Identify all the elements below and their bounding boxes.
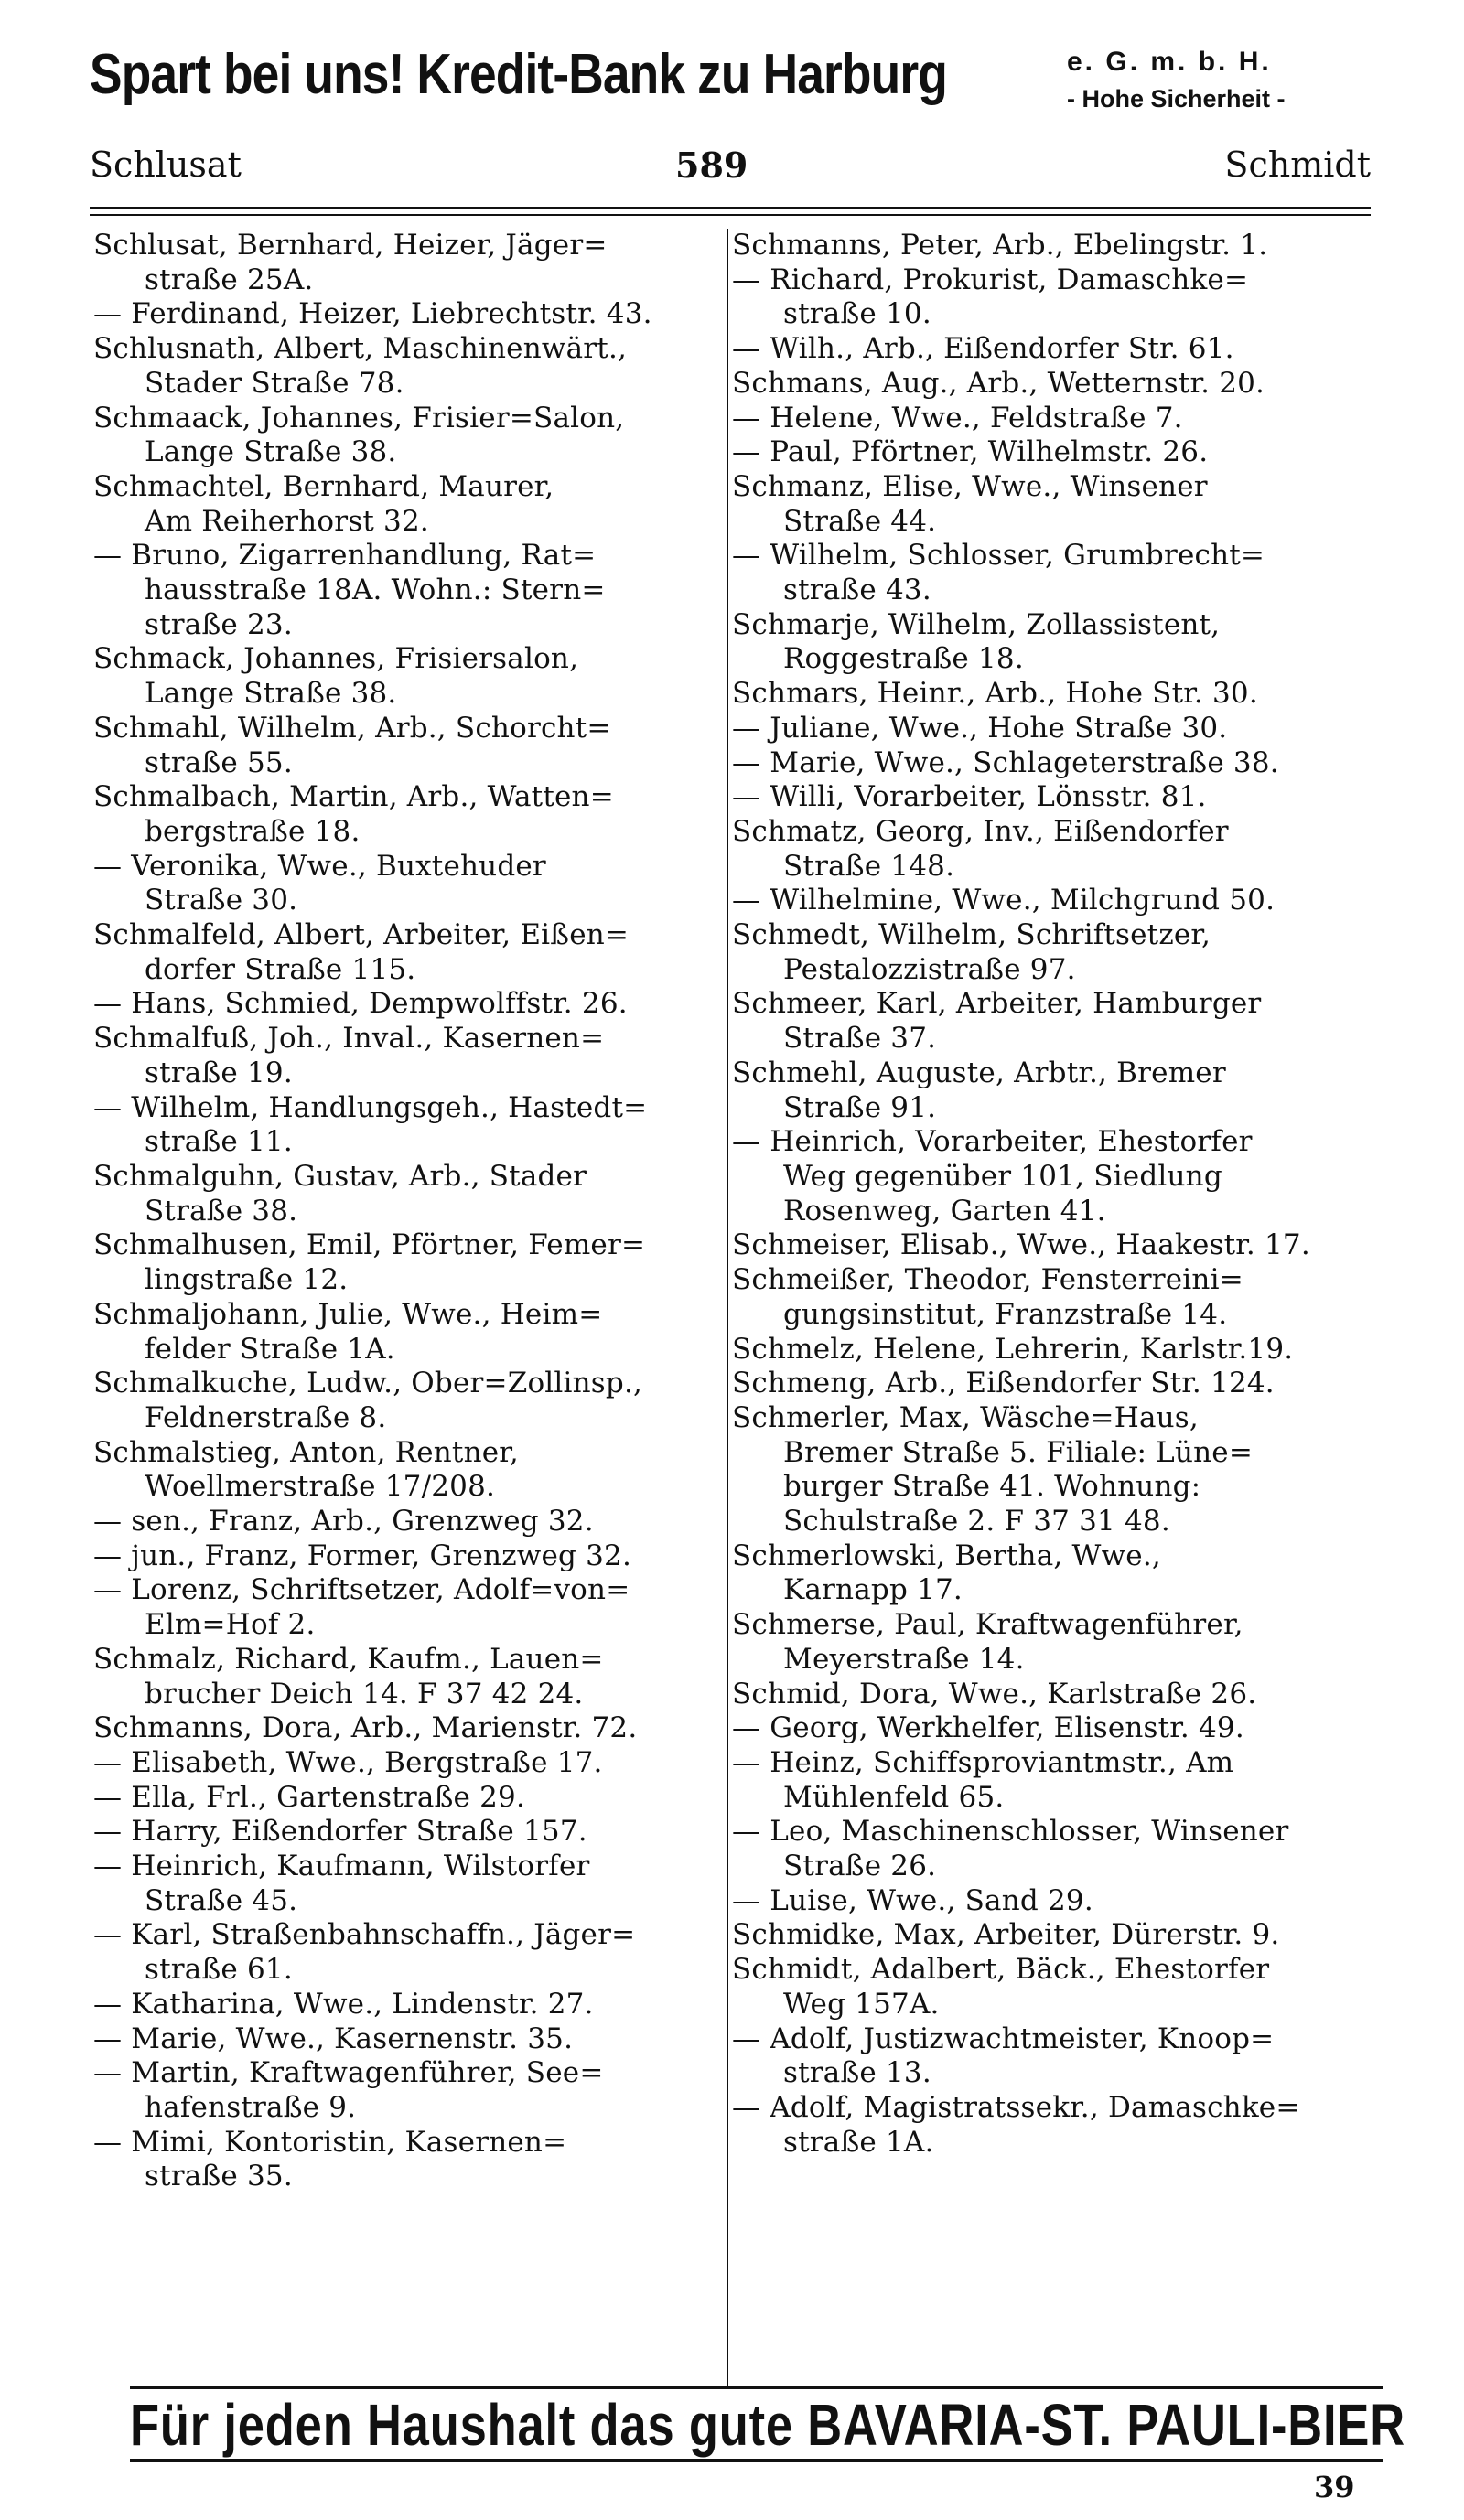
entry-continuation: Woellmerstraße 17/208.	[145, 1470, 496, 1504]
entry-line: Schmidke, Max, Arbeiter, Dürerstr. 9.	[732, 1918, 1280, 1952]
entry-line: Schmeer, Karl, Arbeiter, Hamburger	[732, 987, 1262, 1021]
directory-entry	[93, 780, 734, 849]
entry-line: Schmalguhn, Gustav, Arb., Stader	[93, 1159, 587, 1193]
entry-line: — Juliane, Wwe., Hohe Straße 30.	[732, 711, 1228, 745]
header-rule	[90, 214, 1371, 216]
directory-entry	[93, 402, 734, 470]
entry-line: Schmerlowski, Bertha, Wwe.,	[732, 1539, 1161, 1572]
entry-line: Schmars, Heinr., Arb., Hohe Str. 30.	[732, 677, 1258, 711]
directory-entry	[732, 1333, 1371, 1367]
directory-entry	[93, 1815, 734, 1850]
directory-entry	[93, 850, 734, 918]
beer-advertisement	[130, 2386, 1405, 2462]
entry-continuation: Straße 37.	[783, 1022, 937, 1056]
entry-continuation: Feldnerstraße 8.	[145, 1400, 387, 1434]
directory-entry	[732, 1263, 1371, 1332]
bank-details	[1067, 44, 1286, 117]
entry-line: Schmelz, Helene, Lehrerin, Karlstr.19.	[732, 1332, 1294, 1366]
entry-line: Schlusat, Bernhard, Heizer, Jäger=	[93, 229, 608, 262]
entry-line: — Harry, Eißendorfer Straße 157.	[93, 1815, 587, 1849]
entry-continuation: Stader Straße 78.	[145, 366, 404, 400]
directory-entry	[732, 1918, 1371, 1953]
entry-line: Schmanns, Peter, Arb., Ebelingstr. 1.	[732, 229, 1268, 262]
directory-entry	[93, 2022, 734, 2057]
entry-line: Schmaack, Johannes, Frisier=Salon,	[93, 401, 625, 434]
entry-line: — Helene, Wwe., Feldstraße 7.	[732, 401, 1183, 434]
entry-line: Schmahl, Wilhelm, Arb., Schorcht=	[93, 711, 611, 745]
entry-line: — Heinz, Schiffsproviantmstr., Am	[732, 1745, 1234, 1779]
directory-entry	[732, 470, 1371, 539]
entry-continuation: Straße 30.	[145, 884, 298, 917]
entry-line: — Wilhelm, Schlosser, Grumbrecht=	[732, 539, 1265, 573]
directory-entry	[732, 815, 1371, 884]
directory-entry	[732, 367, 1371, 402]
entry-line: — sen., Franz, Arb., Grenzweg 32.	[93, 1505, 594, 1539]
header-rule	[90, 207, 1371, 209]
directory-entry	[732, 1678, 1371, 1712]
entry-continuation: Elm=Hof 2.	[145, 1608, 316, 1642]
entry-line: Schmid, Dora, Wwe., Karlstraße 26.	[732, 1677, 1257, 1710]
entry-continuation: straße 43.	[783, 574, 931, 607]
entry-continuation: Bremer Straße 5. Filiale: Lüne=	[783, 1435, 1254, 1469]
directory-entry	[732, 780, 1371, 815]
entry-continuation: Straße 148.	[783, 849, 955, 883]
entry-continuation: Mühlenfeld 65.	[783, 1780, 1005, 1814]
directory-entry	[732, 1711, 1371, 1746]
bank-advertisement	[90, 35, 1371, 135]
directory-entry	[93, 297, 734, 332]
entry-line: Schmans, Aug., Arb., Wetternstr. 20.	[732, 366, 1265, 400]
entry-line: Schmalfeld, Albert, Arbeiter, Eißen=	[93, 918, 630, 952]
directory-entry	[93, 712, 734, 780]
entry-line: Schmeng, Arb., Eißendorfer Str. 124.	[732, 1367, 1275, 1400]
bank-slogan: Spart bei uns! Kredit-Bank zu Harburg	[90, 43, 947, 106]
directory-entry	[732, 539, 1371, 607]
entry-line: — Adolf, Magistratssekr., Damaschke=	[732, 2090, 1300, 2124]
directory-entry	[93, 1367, 734, 1435]
running-head	[90, 145, 1371, 199]
directory-entry	[732, 1608, 1371, 1677]
directory-entry	[732, 2022, 1371, 2091]
entry-line: — Veronika, Wwe., Buxtehuder	[93, 849, 546, 883]
directory-entry	[732, 884, 1371, 918]
entry-line: — Wilhelmine, Wwe., Milchgrund 50.	[732, 884, 1276, 917]
directory-entry	[732, 1367, 1371, 1401]
entry-continuation: straße 25A.	[145, 263, 314, 296]
entry-line: Schmeißer, Theodor, Fensterreini=	[732, 1263, 1243, 1297]
entry-line: Schmack, Johannes, Frisiersalon,	[93, 642, 579, 676]
directory-entry	[732, 1056, 1371, 1125]
directory-entry	[732, 332, 1371, 367]
entry-continuation: straße 55.	[145, 745, 293, 779]
directory-entry	[93, 332, 734, 401]
entry-line: — Martin, Kraftwagenführer, See=	[93, 2056, 604, 2090]
entry-line: Schmanns, Dora, Arb., Marienstr. 72.	[93, 1711, 638, 1745]
entry-continuation: Straße 38.	[145, 1194, 298, 1228]
legal-form: e. G. m. b. H.	[1067, 47, 1272, 77]
directory-entry	[732, 712, 1371, 746]
entry-line: — Karl, Straßenbahnschaffn., Jäger=	[93, 1918, 636, 1952]
bank-tagline: - Hohe Sicherheit -	[1067, 85, 1286, 113]
entry-continuation: straße 10.	[783, 297, 931, 331]
directory-entry	[732, 608, 1371, 677]
directory-entry	[732, 1539, 1371, 1608]
entry-line: — Richard, Prokurist, Damaschke=	[732, 263, 1249, 296]
directory-entry	[93, 1436, 734, 1505]
directory-entry	[732, 2091, 1371, 2160]
entry-line: — Hans, Schmied, Dempwolffstr. 26.	[93, 987, 628, 1021]
directory-entry	[732, 746, 1371, 781]
entry-line: Schmanz, Elise, Wwe., Winsener	[732, 469, 1208, 503]
entry-continuation: straße 11.	[145, 1125, 293, 1159]
entry-line: — Leo, Maschinenschlosser, Winsener	[732, 1815, 1289, 1849]
entry-continuation: Meyerstraße 14.	[783, 1642, 1025, 1676]
entry-line: Schmerler, Max, Wäsche=Haus,	[732, 1400, 1199, 1434]
directory-entry	[93, 470, 734, 539]
entry-continuation: Weg gegenüber 101, Siedlung	[783, 1159, 1222, 1193]
directory-entry	[732, 229, 1371, 263]
entry-continuation: Am Reiherhorst 32.	[145, 504, 429, 538]
directory-entry	[93, 1091, 734, 1160]
directory-entry	[93, 1781, 734, 1816]
entry-continuation: Weg 157A.	[783, 1987, 940, 2021]
entry-continuation: straße 1A.	[783, 2125, 934, 2159]
entry-line: — Bruno, Zigarrenhandlung, Rat=	[93, 539, 597, 573]
directory-entry	[732, 1401, 1371, 1539]
right-column	[732, 229, 1371, 2160]
directory-entry	[93, 1573, 734, 1642]
entry-line: — Mimi, Kontoristin, Kasernen=	[93, 2125, 567, 2159]
entry-line: — Ella, Frl., Gartenstraße 29.	[93, 1780, 526, 1814]
entry-continuation: brucher Deich 14. F 37 42 24.	[145, 1677, 584, 1710]
entry-line: Schmeiser, Elisab., Wwe., Haakestr. 17.	[732, 1228, 1310, 1262]
directory-entry	[93, 1711, 734, 1746]
directory-entry	[93, 2126, 734, 2194]
entry-line: Schmerse, Paul, Kraftwagenführer,	[732, 1608, 1243, 1642]
entry-line: Schmedt, Wilhelm, Schriftsetzer,	[732, 918, 1211, 952]
entry-continuation: Karnapp 17.	[783, 1573, 963, 1607]
directory-entry	[93, 918, 734, 987]
entry-continuation: straße 19.	[145, 1056, 293, 1089]
entry-continuation: Lange Straße 38.	[145, 435, 397, 469]
directory-entry	[732, 677, 1371, 712]
entry-line: — Heinrich, Kaufmann, Wilstorfer	[93, 1850, 590, 1883]
directory-entry	[93, 1505, 734, 1539]
entry-continuation: burger Straße 41. Wohnung:	[783, 1470, 1201, 1504]
entry-continuation: gungsinstitut, Franzstraße 14.	[783, 1297, 1228, 1331]
entry-line: Schmalstieg, Anton, Rentner,	[93, 1435, 519, 1469]
entry-continuation: Rosenweg, Garten 41.	[783, 1194, 1106, 1228]
entry-line: — Katharina, Wwe., Lindenstr. 27.	[93, 1987, 594, 2021]
entry-continuation: straße 61.	[145, 1953, 293, 1987]
entry-line: — Willi, Vorarbeiter, Lönsstr. 81.	[732, 780, 1207, 814]
directory-entry	[93, 1918, 734, 1987]
entry-continuation: dorfer Straße 115.	[145, 952, 416, 986]
directory-entry	[93, 1298, 734, 1367]
entry-continuation: straße 35.	[145, 2160, 293, 2193]
entry-line: Schmalbach, Martin, Arb., Watten=	[93, 780, 614, 814]
entry-line: Schmalhusen, Emil, Pförtner, Femer=	[93, 1228, 646, 1262]
entry-continuation: Straße 44.	[783, 504, 937, 538]
entry-line: Schmatz, Georg, Inv., Eißendorfer	[732, 814, 1229, 848]
directory-entry	[93, 1643, 734, 1711]
directory-entry	[93, 987, 734, 1022]
entry-continuation: Straße 91.	[783, 1090, 937, 1124]
folio-number: 39	[1314, 2470, 1355, 2504]
entry-line: — Wilhelm, Handlungsgeh., Hastedt=	[93, 1090, 648, 1124]
entry-line: — Marie, Wwe., Schlageterstraße 38.	[732, 745, 1279, 779]
directory-entry	[732, 1953, 1371, 2021]
entry-continuation: Roggestraße 18.	[783, 642, 1024, 676]
entry-continuation: hafenstraße 9.	[145, 2090, 357, 2124]
entry-line: — Elisabeth, Wwe., Bergstraße 17.	[93, 1745, 603, 1779]
directory-entry	[732, 402, 1371, 436]
entry-line: Schmachtel, Bernhard, Maurer,	[93, 469, 554, 503]
first-entry-keyword: Schlusat	[90, 145, 242, 185]
directory-entry	[93, 1988, 734, 2022]
directory-entry	[732, 1815, 1371, 1883]
entry-line: — Luise, Wwe., Sand 29.	[732, 1883, 1093, 1917]
directory-entry	[93, 1228, 734, 1297]
directory-entry	[732, 435, 1371, 470]
entry-continuation: Schulstraße 2. F 37 31 48.	[783, 1505, 1170, 1539]
entry-line: — Paul, Pförtner, Wilhelmstr. 26.	[732, 435, 1209, 469]
directory-entry	[93, 2056, 734, 2125]
directory-entry	[732, 263, 1371, 332]
left-column	[93, 229, 734, 2194]
directory-entry	[93, 642, 734, 711]
entry-line: Schmalfuß, Joh., Inval., Kasernen=	[93, 1022, 605, 1056]
directory-entry	[732, 1746, 1371, 1815]
entry-continuation: Straße 26.	[783, 1850, 937, 1883]
directory-entry	[732, 1125, 1371, 1228]
entry-line: — Heinrich, Vorarbeiter, Ehestorfer	[732, 1125, 1253, 1159]
page-number: 589	[675, 145, 748, 186]
entry-line: Schmalkuche, Ludw., Ober=Zollinsp.,	[93, 1367, 643, 1400]
directory-entry	[93, 1539, 734, 1574]
directory-entry	[93, 1160, 734, 1228]
entry-line: Schmaljohann, Julie, Wwe., Heim=	[93, 1297, 603, 1331]
entry-continuation: lingstraße 12.	[145, 1263, 349, 1297]
entry-continuation: Straße 45.	[145, 1883, 298, 1917]
last-entry-keyword: Schmidt	[1224, 145, 1371, 185]
directory-entry	[93, 1850, 734, 1918]
entry-line: — jun., Franz, Former, Grenzweg 32.	[93, 1539, 632, 1572]
directory-entry	[93, 539, 734, 642]
entry-line: — Lorenz, Schriftsetzer, Adolf=von=	[93, 1573, 630, 1607]
entry-continuation: straße 23.	[145, 607, 293, 641]
entry-line: Schmarje, Wilhelm, Zollassistent,	[732, 607, 1221, 641]
directory-entry	[93, 1022, 734, 1090]
entry-line: — Georg, Werkhelfer, Elisenstr. 49.	[732, 1711, 1244, 1745]
entry-continuation: Lange Straße 38.	[145, 677, 397, 711]
entry-line: Schlusnath, Albert, Maschinenwärt.,	[93, 332, 628, 366]
entry-continuation: Pestalozzistraße 97.	[783, 952, 1076, 986]
entry-line: Schmidt, Adalbert, Bäck., Ehestorfer	[732, 1953, 1270, 1987]
directory-entry	[732, 1884, 1371, 1919]
directory-entry	[93, 1746, 734, 1781]
entry-continuation: hausstraße 18A. Wohn.: Stern=	[145, 574, 606, 607]
directory-entry	[732, 918, 1371, 987]
beer-slogan: Für jeden Haushalt das gute BAVARIA-ST. PAULI-BIER	[130, 2392, 1405, 2458]
entry-continuation: bergstraße 18.	[145, 814, 361, 848]
directory-entry	[93, 229, 734, 297]
entry-continuation: felder Straße 1A.	[145, 1332, 395, 1366]
directory-entry	[732, 1228, 1371, 1263]
entry-line: — Ferdinand, Heizer, Liebrechtstr. 43.	[93, 297, 652, 331]
entry-continuation: straße 13.	[783, 2056, 931, 2090]
entry-line: Schmalz, Richard, Kaufm., Lauen=	[93, 1642, 604, 1676]
entry-line: — Adolf, Justizwachtmeister, Knoop=	[732, 2021, 1275, 2055]
column-divider	[727, 229, 728, 2387]
directory-entry	[732, 987, 1371, 1056]
entry-line: — Wilh., Arb., Eißendorfer Str. 61.	[732, 332, 1234, 366]
entry-line: — Marie, Wwe., Kasernenstr. 35.	[93, 2021, 574, 2055]
entry-line: Schmehl, Auguste, Arbtr., Bremer	[732, 1056, 1226, 1089]
